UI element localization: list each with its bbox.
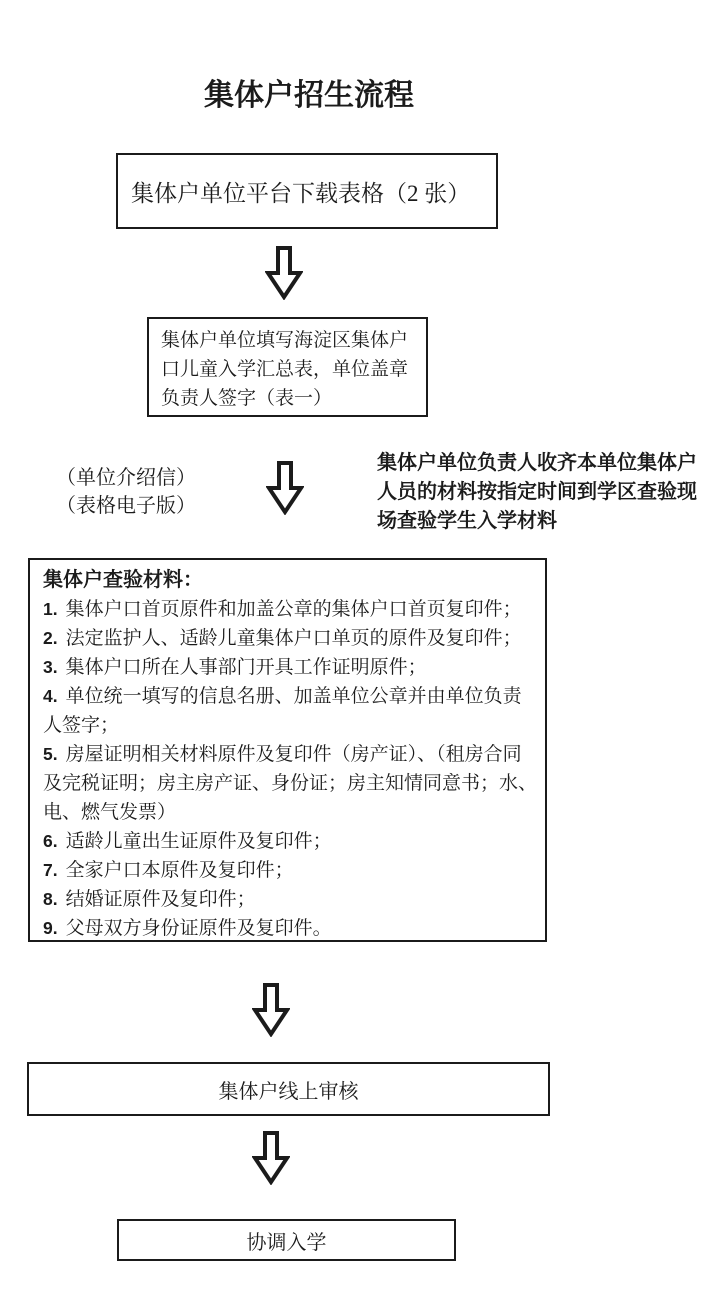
eform-version-note: （表格电子版） <box>56 495 196 517</box>
checklist-item-number: 3. <box>43 657 58 677</box>
checklist-heading: 集体户查验材料： <box>43 569 203 591</box>
checklist-item <box>43 914 537 943</box>
checklist-item <box>43 740 537 827</box>
checklist-item-number: 5. <box>43 744 58 764</box>
checklist-item <box>43 624 537 653</box>
checklist-item-text: 集体户口首页原件和加盖公章的集体户口首页复印件； <box>65 599 522 620</box>
flow-step-summary-form-label: 集体户单位填写海淀区集体户口儿童入学汇总表，单位盖章负责人签字（表一） <box>161 330 409 409</box>
checklist-item-text: 单位统一填写的信息名册、加盖单位公章并由单位负责人签字； <box>43 686 522 736</box>
checklist-item <box>43 856 537 885</box>
checklist-item <box>43 827 537 856</box>
page-title: 集体户招生流程 <box>204 79 414 112</box>
down-arrow-icon <box>252 983 290 1037</box>
collect-materials-note: 集体户单位负责人收齐本单位集体户人员的材料按指定时间到学区查验现场查验学生入学材料 <box>377 452 697 532</box>
down-arrow-icon <box>266 461 304 515</box>
flow-step-download-box <box>116 153 498 229</box>
down-arrow-icon <box>252 1131 290 1185</box>
checklist-item-number: 9. <box>43 918 58 938</box>
checklist-item-text: 房屋证明相关材料原件及复印件（房产证）、（租房合同及完税证明；房主房产证、身份证；房主知情同意书；水、电、燃气发票） <box>43 744 538 823</box>
checklist-item-number: 8. <box>43 889 58 909</box>
checklist-item-number: 4. <box>43 686 58 706</box>
checklist-item <box>43 682 537 740</box>
flow-step-summary-form-box <box>147 317 428 417</box>
flow-step-download-label: 集体户单位平台下载表格（2 张） <box>131 180 471 206</box>
checklist-item <box>43 885 537 914</box>
final-enroll-box <box>117 1219 456 1261</box>
checklist-item-text: 父母双方身份证原件及复印件。 <box>65 918 332 939</box>
checklist-item-text: 集体户口所在人事部门开具工作证明原件； <box>65 657 427 678</box>
checklist-item-number: 7. <box>43 860 58 880</box>
checklist-item <box>43 595 537 624</box>
checklist-box <box>28 558 547 942</box>
checklist-item-number: 2. <box>43 628 58 648</box>
checklist-item-text: 适龄儿童出生证原件及复印件； <box>65 831 332 852</box>
checklist-item-number: 1. <box>43 599 58 619</box>
final-enroll-label: 协调入学 <box>246 1231 327 1254</box>
down-arrow-icon <box>265 246 303 300</box>
checklist-item-text: 结婚证原件及复印件； <box>65 889 256 910</box>
checklist-item-text: 法定监护人、适龄儿童集体户口单页的原件及复印件； <box>65 628 522 649</box>
online-review-label: 集体户线上审核 <box>218 1080 359 1103</box>
online-review-box <box>27 1062 550 1116</box>
checklist-item-text: 全家户口本原件及复印件； <box>65 860 294 881</box>
unit-intro-letter-note: （单位介绍信） <box>56 467 196 489</box>
side-note-left <box>56 464 216 520</box>
checklist-item <box>43 653 537 682</box>
checklist-item-number: 6. <box>43 831 58 851</box>
